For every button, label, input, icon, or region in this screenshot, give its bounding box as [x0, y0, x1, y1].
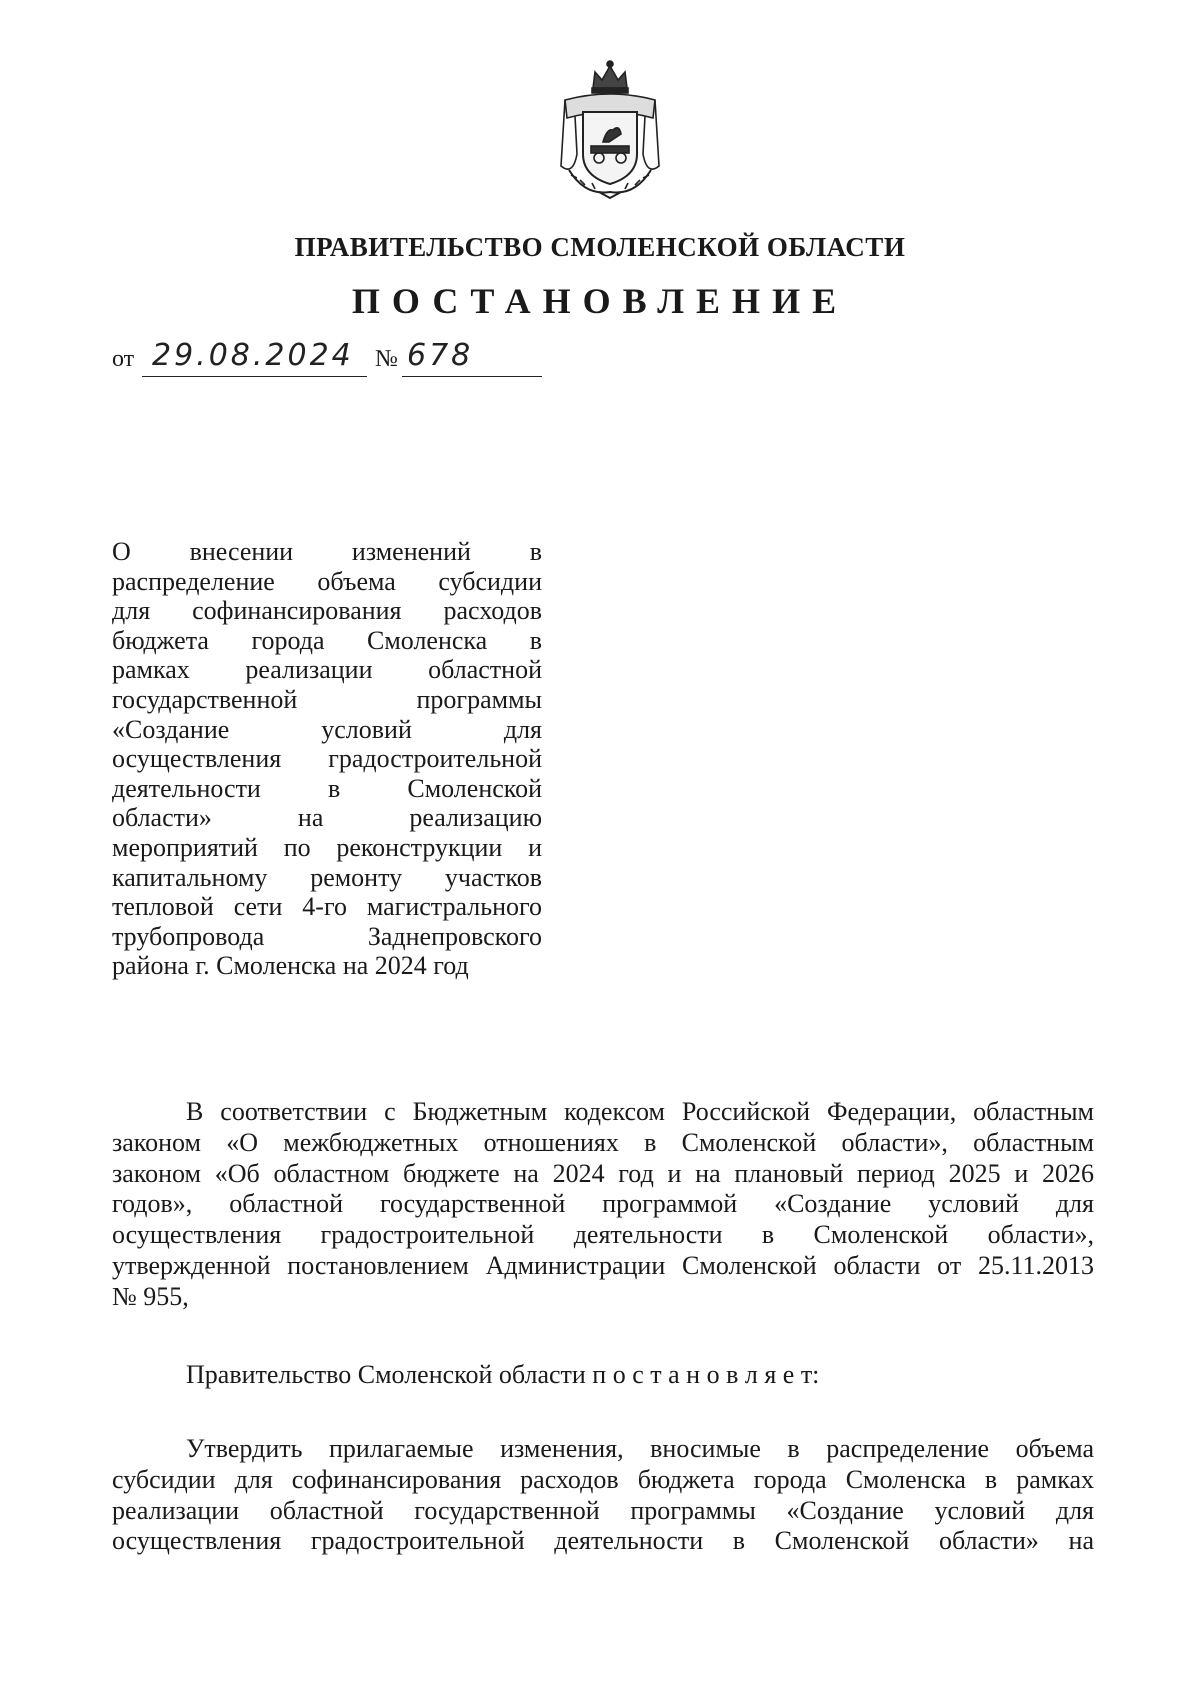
subject-line: области» на реализацию [112, 803, 542, 833]
paragraph-line: утвержденной постановлением Администрации Смоленской области от 25.11.2013 [112, 1250, 1094, 1280]
subject-line: распределение объема субсидии [112, 566, 542, 596]
resolution-clause [112, 1360, 1094, 1391]
paragraph-line: осуществления градостроительной деятельности в Смоленской области», [112, 1220, 1094, 1250]
subject-line: района г. Смоленска на 2024 год [112, 951, 469, 981]
paragraph-line: реализации областной государственной программы «Создание условий для [112, 1495, 1094, 1525]
legal-basis-paragraph [112, 1097, 1094, 1313]
subject-line: государственной программы [112, 684, 542, 714]
date-underline [142, 376, 367, 377]
paragraph-line: законом «Об областном бюджете на 2024 год и на плановый период 2025 и 2026 [112, 1158, 1094, 1188]
subject-line: О внесении изменений в [112, 537, 542, 566]
document-subject [112, 537, 542, 981]
paragraph-line: законом «О межбюджетных отношениях в Смоленской области», областным [112, 1127, 1094, 1157]
number-underline [402, 376, 542, 377]
from-label: от [112, 346, 135, 372]
approval-paragraph [112, 1434, 1094, 1557]
document-type: ПОСТАНОВЛЕНИЕ [351, 281, 849, 321]
paragraph-line: Правительство Смоленской области п о с т а н о в л я е т: [186, 1360, 820, 1389]
document-date: 29.08.2024 [152, 338, 354, 373]
subject-line: деятельности в Смоленской [112, 773, 542, 803]
subject-line: трубопровода Заднепровского [112, 921, 542, 951]
paragraph-line: годов», областной государственной программой «Создание условий для [112, 1189, 1094, 1219]
subject-line: бюджета города Смоленска в [112, 625, 542, 655]
paragraph-line: № 955, [112, 1281, 189, 1311]
paragraph-line: В соответствии с Бюджетным кодексом Российской Федерации, областным [186, 1097, 1094, 1126]
government-title: ПРАВИТЕЛЬСТВО СМОЛЕНСКОЙ ОБЛАСТИ [294, 232, 906, 262]
paragraph-line: Утвердить прилагаемые изменения, вносимые в распределение объема [186, 1434, 1094, 1463]
subject-line: капитальному ремонту участков [112, 862, 542, 892]
subject-line: для софинансирования расходов [112, 596, 542, 626]
subject-line: осуществления градостроительной [112, 744, 542, 774]
coat-of-arms-emblem [555, 58, 665, 200]
subject-line: мероприятий по реконструкции и [112, 832, 542, 862]
paragraph-line: осуществления градостроительной деятельности в Смоленской области» на [112, 1526, 1094, 1556]
document-number: 678 [407, 338, 474, 373]
subject-line: рамках реализации областной [112, 655, 542, 685]
subject-line: «Создание условий для [112, 714, 542, 744]
paragraph-line: субсидии для софинансирования расходов бюджета города Смоленска в рамках [112, 1464, 1094, 1494]
subject-line: тепловой сети 4-го магистрального [112, 892, 542, 922]
number-label: № [375, 346, 398, 372]
